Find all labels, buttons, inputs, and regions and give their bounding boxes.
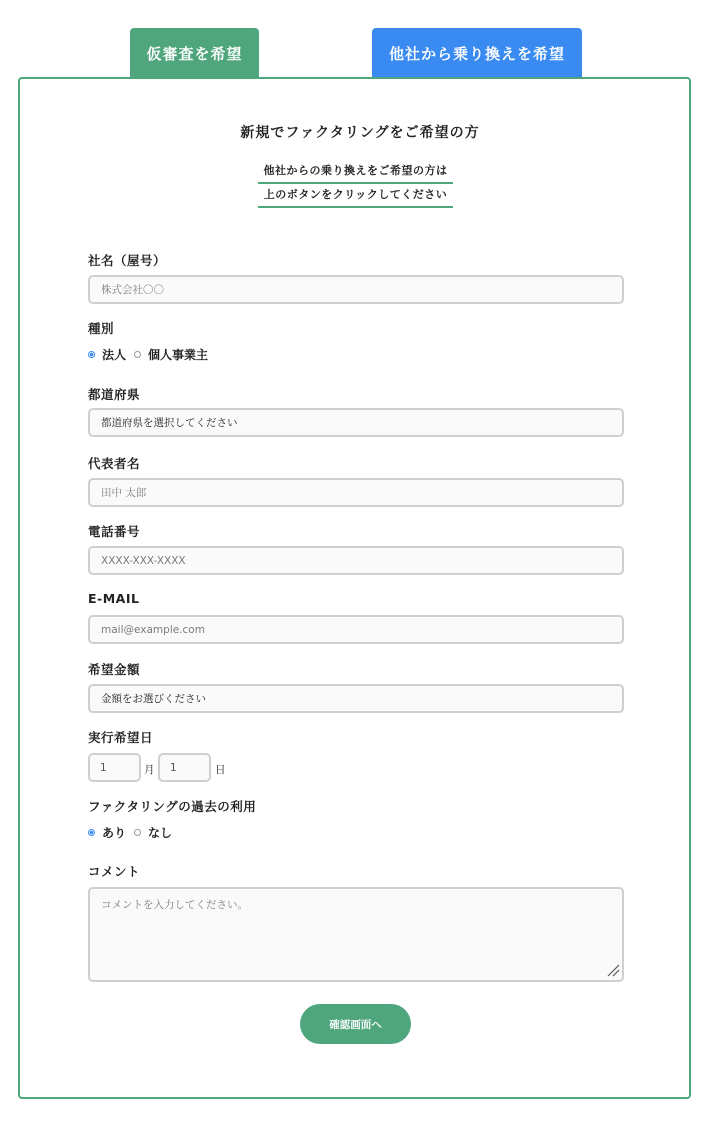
representative-label: 代表者名 — [88, 456, 141, 471]
email-input[interactable] — [88, 615, 624, 644]
day-input[interactable] — [158, 753, 211, 782]
history-radio-no[interactable] — [134, 829, 141, 836]
type-radio-corporation[interactable] — [88, 351, 95, 358]
comment-textarea[interactable] — [88, 887, 624, 982]
tab-pre-review[interactable]: 仮審査を希望 — [130, 28, 259, 78]
prefecture-select-value: 都道府県を選択してください — [101, 417, 238, 429]
amount-select[interactable] — [88, 684, 624, 713]
amount-label: 希望金額 — [88, 662, 141, 677]
prefecture-select[interactable] — [88, 408, 624, 437]
phone-input[interactable] — [88, 546, 624, 575]
history-radio-group — [88, 824, 180, 841]
phone-label: 電話番号 — [88, 524, 141, 539]
month-input[interactable] — [88, 753, 141, 782]
confirm-button[interactable]: 確認画面へ — [300, 1004, 411, 1044]
form-heading: 新規でファクタリングをご希望の方 — [240, 125, 480, 141]
type-option-corporation-label[interactable]: 法人 — [102, 348, 127, 362]
type-radio-sole-proprietor[interactable] — [134, 351, 141, 358]
email-label: E-MAIL — [88, 591, 140, 606]
month-unit: 月 — [144, 764, 155, 776]
switch-note-line2: 上のボタンをクリックしてください — [258, 184, 453, 208]
resize-grip-icon[interactable] — [606, 963, 620, 977]
switch-note-line1: 他社からの乗り換えをご希望の方は — [258, 160, 453, 184]
day-unit: 日 — [215, 764, 226, 776]
tab-switch-from-other[interactable]: 他社から乗り換えを希望 — [372, 28, 582, 78]
history-option-no-label[interactable]: なし — [148, 826, 173, 840]
company-input[interactable] — [88, 275, 624, 304]
switch-note — [258, 160, 453, 208]
representative-input[interactable] — [88, 478, 624, 507]
type-option-sole-proprietor-label[interactable]: 個人事業主 — [148, 348, 209, 362]
history-label: ファクタリングの過去の利用 — [88, 799, 257, 814]
prefecture-label: 都道府県 — [88, 387, 141, 402]
history-radio-yes[interactable] — [88, 829, 95, 836]
history-option-yes-label[interactable]: あり — [102, 826, 127, 840]
comment-label: コメント — [88, 864, 141, 879]
amount-select-value: 金額をお選びください — [101, 693, 206, 705]
type-radio-group — [88, 346, 216, 363]
date-label: 実行希望日 — [88, 730, 154, 745]
company-label: 社名（屋号） — [88, 253, 167, 268]
type-label: 種別 — [88, 321, 115, 336]
